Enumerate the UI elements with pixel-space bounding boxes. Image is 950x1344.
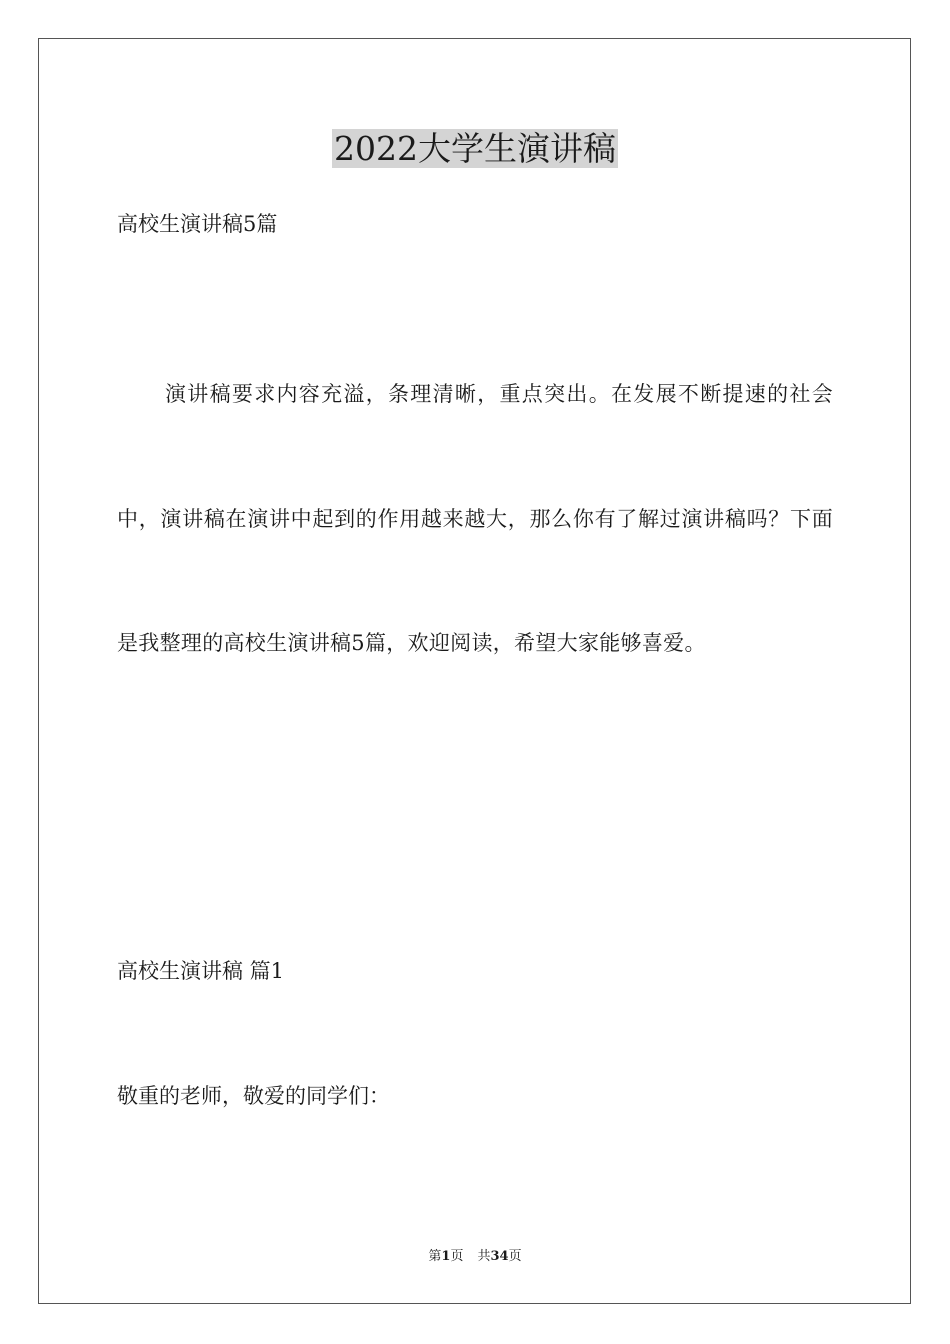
footer-total-pages: 34 [490, 1249, 509, 1264]
section-heading: 高校生演讲稿 篇1 [117, 959, 285, 983]
footer-total-prefix: 共 [477, 1249, 491, 1264]
greeting-line: 敬重的老师，敬爱的同学们： [117, 1084, 390, 1108]
document-title [0, 126, 950, 172]
footer-page-prefix: 第 [428, 1249, 442, 1264]
document-title-text: 2022大学生演讲稿 [334, 129, 616, 168]
footer-page-number: 1 [441, 1249, 451, 1264]
footer-total-suffix: 页 [508, 1249, 522, 1264]
intro-paragraph: 演讲稿要求内容充溢，条理清晰，重点突出。在发展不断提速的社会中，演讲稿在演讲中起到的作用越来越大，那么你有了解过演讲稿吗？下面是我整理的高校生演讲稿5篇，欢迎阅读，希望大家能够喜爱。 [117, 382, 833, 656]
page-footer [0, 1247, 950, 1267]
document-subtitle: 高校生演讲稿5篇 [117, 212, 278, 236]
footer-page-suffix: 页 [450, 1249, 464, 1264]
